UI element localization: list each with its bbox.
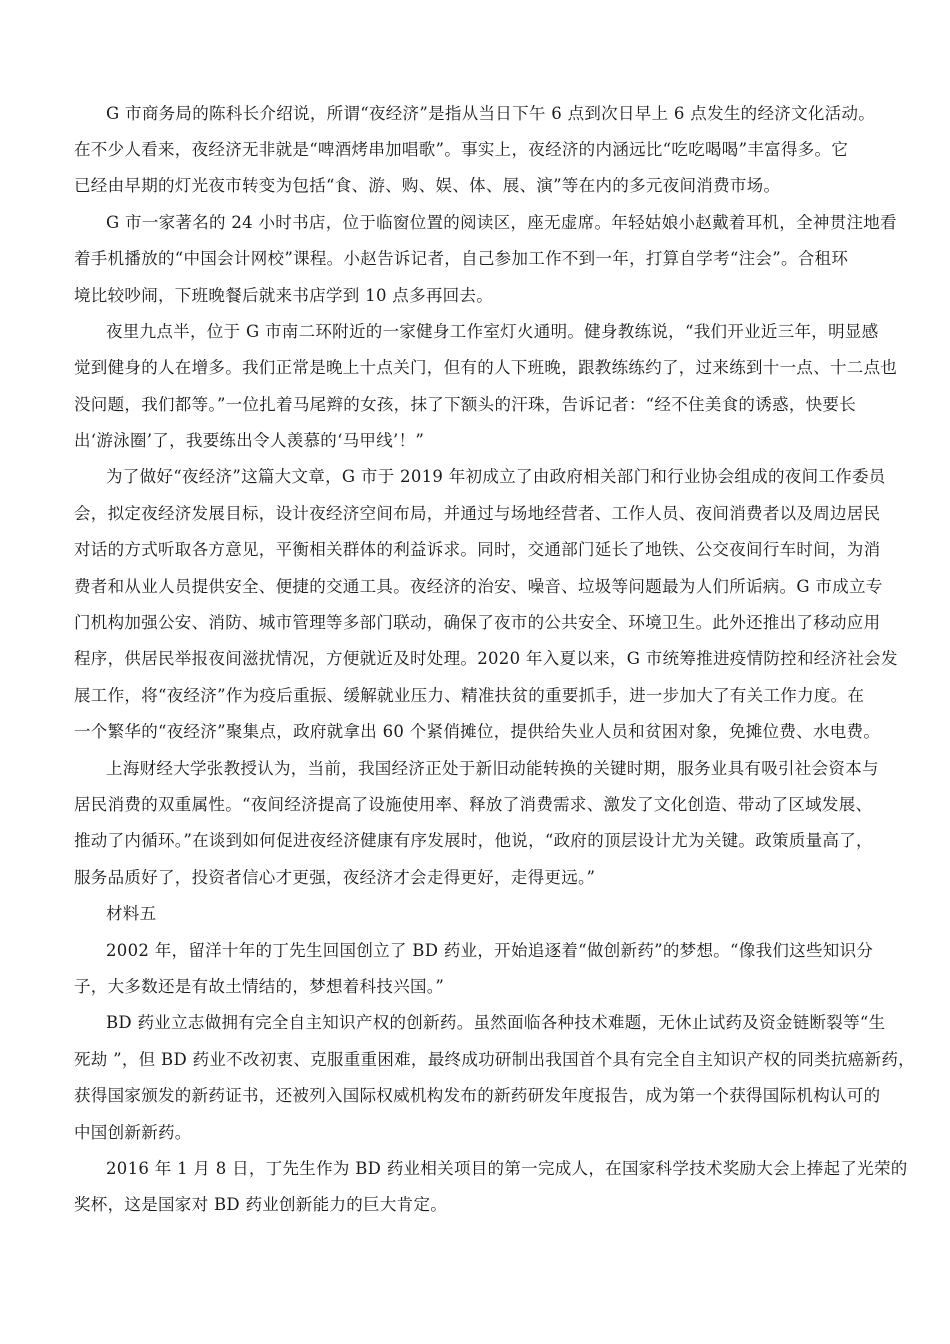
text-line: BD 药业立志做拥有完全自主知识产权的创新药。虽然面临各种技术难题，无休止试药及资金链断裂等“生: [106, 1013, 886, 1032]
text-line: 境比较吵闹，下班晚餐后就来书店学到 10 点多再回去。: [74, 286, 494, 305]
text-line: 在不少人看来，夜经济无非就是“啤酒烤串加唱歌”。事实上，夜经济的内涵远比“吃吃喝喝”丰富得多。它: [74, 140, 849, 159]
text-line: 门机构加强公安、消防、城市管理等多部门联动，确保了夜市的公共安全、环境卫生。此外还推出了移动应用: [74, 613, 881, 632]
text-line: 已经由早期的灯光夜市转变为包括“食、游、购、娱、体、展、演”等在内的多元夜间消费市场。: [74, 176, 781, 195]
text-line: 上海财经大学张教授认为，当前，我国经济正处于新旧动能转换的关键时期，服务业具有吸引社会资本与: [106, 759, 879, 778]
text-line: 夜里九点半，位于 G 市南二环附近的一家健身工作室灯火通明。健身教练说，“我们开业近三年，明显感: [106, 322, 879, 341]
text-line: 奖杯，这是国家对 BD 药业创新能力的巨大肯定。: [74, 1195, 448, 1214]
text-line: 2002 年，留洋十年的丁先生回国创立了 BD 药业，开始追逐着“做创新药”的梦想。“像我们这些知识分: [106, 941, 874, 960]
text-line: 程序，供居民举报夜间滋扰情况，方便就近及时处理。2020 年入夏以来，G 市统筹推进疫情防控和经济社会发: [74, 649, 898, 668]
text-line: 费者和从业人员提供安全、便捷的交通工具。夜经济的治安、噪音、垃圾等问题最为人们所诟病。G 市成立专: [74, 577, 883, 596]
text-line: 2016 年 1 月 8 日，丁先生作为 BD 药业相关项目的第一完成人，在国家科学技术奖励大会上捧起了光荣的: [106, 1159, 908, 1178]
text-line: G 市商务局的陈科长介绍说，所谓“夜经济”是指从当日下午 6 点到次日早上 6 点发生的经济文化活动。: [106, 104, 876, 123]
text-line: 获得国家颁发的新药证书，还被列入国际权威机构发布的新药研发年度报告，成为第一个获得国际机构认可的: [74, 1086, 881, 1105]
text-line: 对话的方式听取各方意见，平衡相关群体的利益诉求。同时，交通部门延长了地铁、公交夜间行车时间，为消: [74, 540, 881, 559]
text-line: 死劫 ”，但 BD 药业不改初衷、克服重重困难，最终成功研制出我国首个具有完全自主知识产权的同类抗癌新药，: [74, 1050, 915, 1069]
text-line: 展工作，将“夜经济”作为疫后重振、缓解就业压力、精准扶贫的重要抓手，进一步加大了有关工作力度。在: [74, 686, 865, 705]
text-line: 子，大多数还是有故土情结的，梦想着科技兴国。”: [74, 977, 445, 996]
text-line: 中国创新新药。: [74, 1123, 192, 1142]
text-line: 服务品质好了，投资者信心才更强，夜经济才会走得更好，走得更远。”: [74, 868, 596, 887]
text-line: 推动了内循环。”在谈到如何促进夜经济健康有序发展时，他说，“政府的顶层设计尤为关键。政策质量高了，: [74, 831, 873, 850]
text-line: 着手机播放的“中国会计网校”课程。小赵告诉记者，自己参加工作不到一年，打算自学考“注会”。合租环: [74, 249, 849, 268]
text-line: 一个繁华的“夜经济”聚集点，政府就拿出 60 个紧俏摊位，提供给失业人员和贫困对象，免摊位费、水电费。: [74, 722, 881, 741]
text-line: 出‘游泳圈’了，我要练出令人羡慕的‘马甲线’！”: [74, 431, 425, 450]
text-line: G 市一家著名的 24 小时书店，位于临窗位置的阅读区，座无虚席。年轻姑娘小赵戴着耳机，全神贯注地看: [106, 213, 897, 232]
text-line: 居民消费的双重属性。“夜间经济提高了设施使用率、释放了消费需求、激发了文化创造、带动了区域发展、: [74, 795, 873, 814]
text-line: 觉到健身的人在增多。我们正常是晚上十点关门，但有的人下班晚，跟教练练约了，过来练到十一点、十二点也: [74, 358, 898, 377]
text-line: 没问题，我们都等。”一位扎着马尾辫的女孩，抹了下额头的汗珠，告诉记者：“经不住美食的诱惑，快要长: [74, 395, 857, 414]
text-line: 会，拟定夜经济发展目标，设计夜经济空间布局，并通过与场地经营者、工作人员、夜间消费者以及周边居民: [74, 504, 881, 523]
text-line: 为了做好“夜经济”这篇大文章，G 市于 2019 年初成立了由政府相关部门和行业协会组成的夜间工作委员: [106, 467, 886, 486]
section-heading: 材料五: [106, 904, 157, 923]
